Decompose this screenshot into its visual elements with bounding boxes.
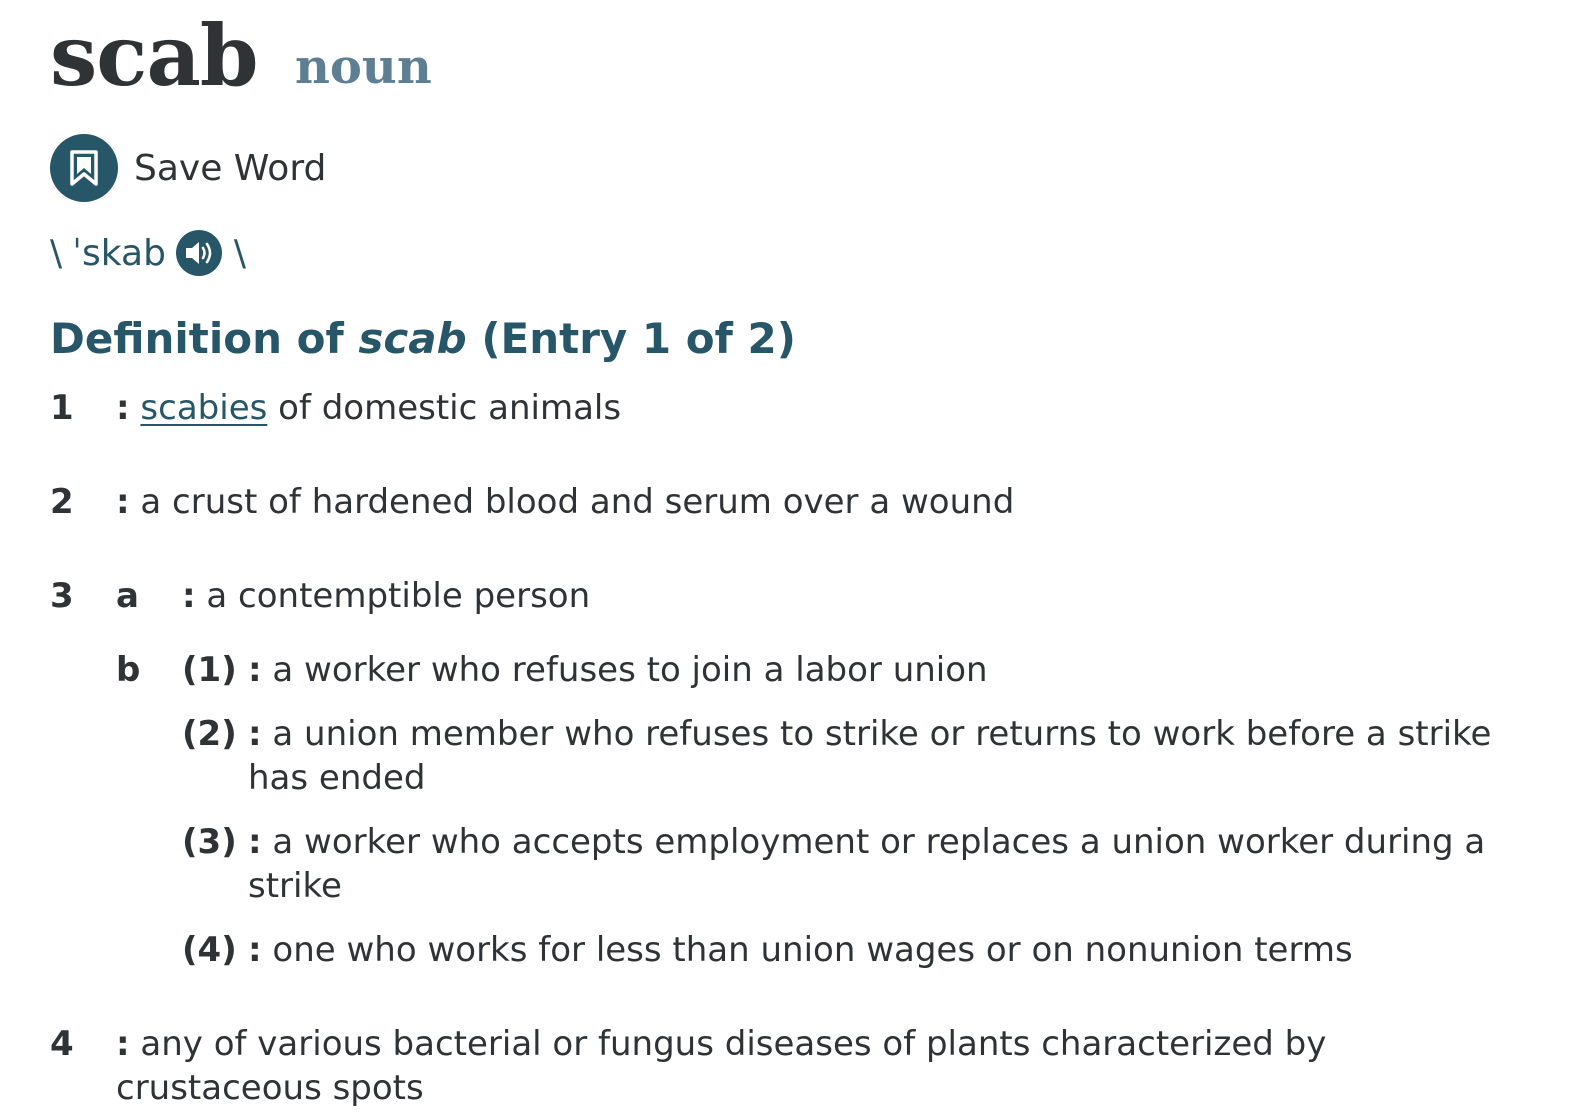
sense-4 <box>116 1022 1346 1110</box>
sense-colon: : <box>182 576 196 616</box>
sense-3b-1-text: a worker who refuses to join a labor union <box>261 650 988 690</box>
sense-1 <box>116 386 1516 430</box>
pronunciation-open: \ <box>50 232 63 274</box>
scabies-link[interactable]: scabies <box>140 388 268 428</box>
sense-1-text: of domestic animals <box>267 388 622 428</box>
sense-4-text: any of various bacterial or fungus diseases of plants characterized by crustaceous spots <box>116 1024 1327 1108</box>
definition-heading <box>50 312 796 366</box>
part-of-speech[interactable]: noun <box>295 39 432 95</box>
sense-3b-4-text: one who works for less than union wages or on nonunion terms <box>261 930 1353 970</box>
sense-number-4: 4 <box>50 1024 74 1064</box>
sub-sense-number-3: (3) <box>182 822 237 862</box>
sense-colon: : <box>248 930 262 970</box>
sense-colon: : <box>248 714 262 754</box>
speaker-icon[interactable] <box>176 230 222 276</box>
sense-number-3: 3 <box>50 576 74 616</box>
save-word-label[interactable]: Save Word <box>134 147 327 189</box>
sense-2 <box>116 480 1516 524</box>
sense-number-1: 1 <box>50 388 74 428</box>
sense-3b-3 <box>248 820 1518 908</box>
sense-3b-4 <box>248 928 1518 972</box>
sense-letter-3a: a <box>116 576 139 616</box>
sense-3b-1 <box>248 648 1518 692</box>
heading-prefix: Definition of <box>50 314 344 363</box>
sense-3b-2-text: a union member who refuses to strike or returns to work before a strike has ended <box>248 714 1492 798</box>
sense-letter-3b: b <box>116 650 141 690</box>
sub-sense-number-1: (1) <box>182 650 237 690</box>
sense-colon: : <box>116 482 130 522</box>
sense-3a <box>182 574 1522 618</box>
sense-number-2: 2 <box>50 482 74 522</box>
sense-colon: : <box>248 822 262 862</box>
sense-2-text: a crust of hardened blood and serum over a wound <box>129 482 1015 522</box>
pronunciation <box>50 228 246 278</box>
sense-3a-text: a contemptible person <box>195 576 591 616</box>
sense-colon: : <box>248 650 262 690</box>
sense-3b-3-text: a worker who accepts employment or replaces a union worker during a strike <box>248 822 1486 906</box>
sense-3b-2 <box>248 712 1518 800</box>
heading-suffix: (Entry 1 of 2) <box>481 314 796 363</box>
headword: scab <box>50 6 258 105</box>
sense-colon: : <box>116 388 130 428</box>
bookmark-icon[interactable] <box>50 134 118 202</box>
pronunciation-close: \ <box>233 232 247 274</box>
heading-word: scab <box>358 314 467 363</box>
sense-colon: : <box>116 1024 130 1064</box>
sub-sense-number-4: (4) <box>182 930 237 970</box>
save-word-button[interactable] <box>50 134 326 202</box>
sub-sense-number-2: (2) <box>182 714 237 754</box>
pronunciation-text: ˈskab <box>72 232 166 274</box>
